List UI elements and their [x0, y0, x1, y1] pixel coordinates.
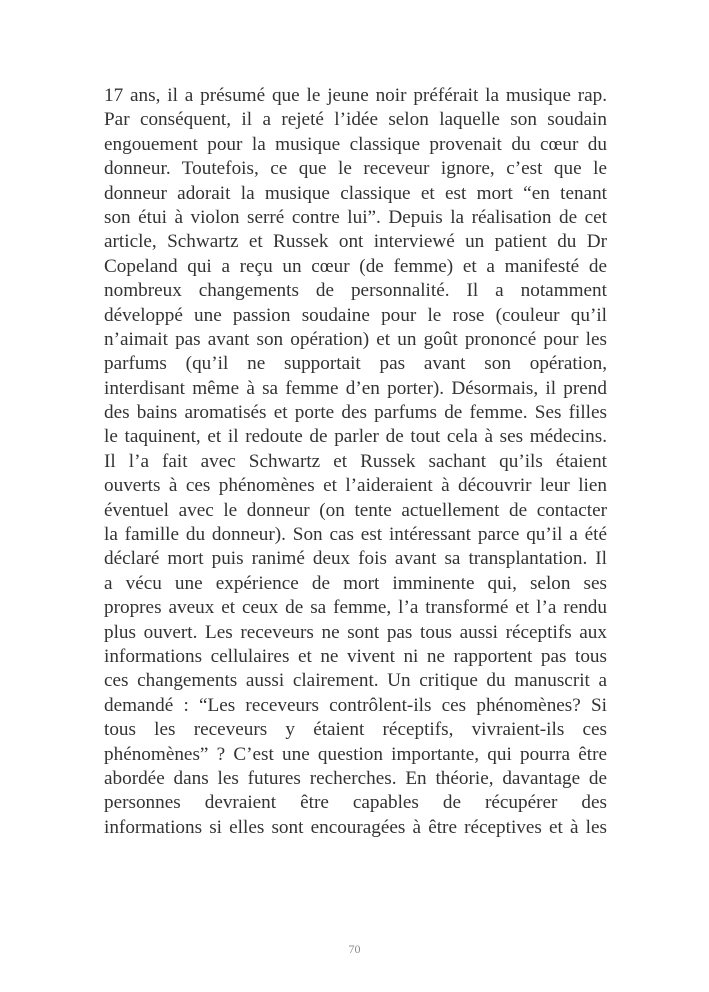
text-line: informations cellulaires et ne vivent ni ne rapportent pas tous [104, 645, 607, 667]
text-line: donneur adorait la musique classique et est mort “en tenant [104, 182, 607, 204]
text-line: développé une passion soudaine pour le rose (couleur qu’il [104, 304, 607, 326]
text-line: interdisant même à sa femme d’en porter). Désormais, il prend [104, 377, 607, 399]
text-line: éventuel avec le donneur (on tente actuellement de contacter [104, 499, 607, 521]
text-line: demandé : “Les receveurs contrôlent-ils ces phénomènes? Si [104, 694, 607, 716]
text-line: donneur. Toutefois, ce que le receveur ignore, c’est que le [104, 158, 607, 180]
page-number: 70 [348, 942, 361, 956]
text-line: parfums (qu’il ne supportait pas avant son opération, [104, 353, 607, 375]
text-line: tous les receveurs y étaient réceptifs, vivraient-ils ces [104, 719, 607, 741]
body-paragraph [104, 84, 607, 840]
text-line: abordée dans les futures recherches. En théorie, davantage de [104, 767, 607, 789]
text-line: la famille du donneur). Son cas est intéressant parce qu’il a été [104, 524, 607, 546]
text-line: ouverts à ces phénomènes et l’aideraient à découvrir leur lien [104, 475, 607, 497]
text-line: personnes devraient être capables de récupérer des [104, 792, 607, 814]
text-line: 17 ans, il a présumé que le jeune noir préférait la musique rap. [104, 85, 607, 106]
text-line: des bains aromatisés et porte des parfums de femme. Ses filles [104, 402, 607, 424]
text-line: n’aimait pas avant son opération) et un goût prononcé pour les [104, 328, 607, 350]
text-line: ces changements aussi clairement. Un critique du manuscrit a [104, 670, 607, 692]
text-line: engouement pour la musique classique provenait du cœur du [104, 133, 607, 155]
text-line: le taquinent, et il redoute de parler de tout cela à ses médecins. [104, 426, 607, 448]
text-line: phénomènes” ? C’est une question importante, qui pourra être [104, 743, 607, 765]
text-line: a vécu une expérience de mort imminente qui, selon ses [104, 572, 607, 594]
text-line: Copeland qui a reçu un cœur (de femme) et a manifesté de [104, 255, 607, 277]
text-line: informations si elles sont encouragées à être réceptives et à les [104, 816, 607, 838]
text-line: déclaré mort puis ranimé deux fois avant sa transplantation. Il [104, 548, 607, 570]
text-line: plus ouvert. Les receveurs ne sont pas tous aussi réceptifs aux [104, 621, 607, 643]
text-line: nombreux changements de personnalité. Il a notamment [104, 280, 607, 302]
text-line: Par conséquent, il a rejeté l’idée selon laquelle son soudain [104, 109, 607, 131]
text-line: article, Schwartz et Russek ont interviewé un patient du Dr [104, 231, 607, 253]
text-line: propres aveux et ceux de sa femme, l’a transformé et l’a rendu [104, 597, 607, 619]
text-line: Il l’a fait avec Schwartz et Russek sachant qu’ils étaient [104, 450, 607, 472]
text-line: son étui à violon serré contre lui”. Depuis la réalisation de cet [104, 206, 607, 228]
